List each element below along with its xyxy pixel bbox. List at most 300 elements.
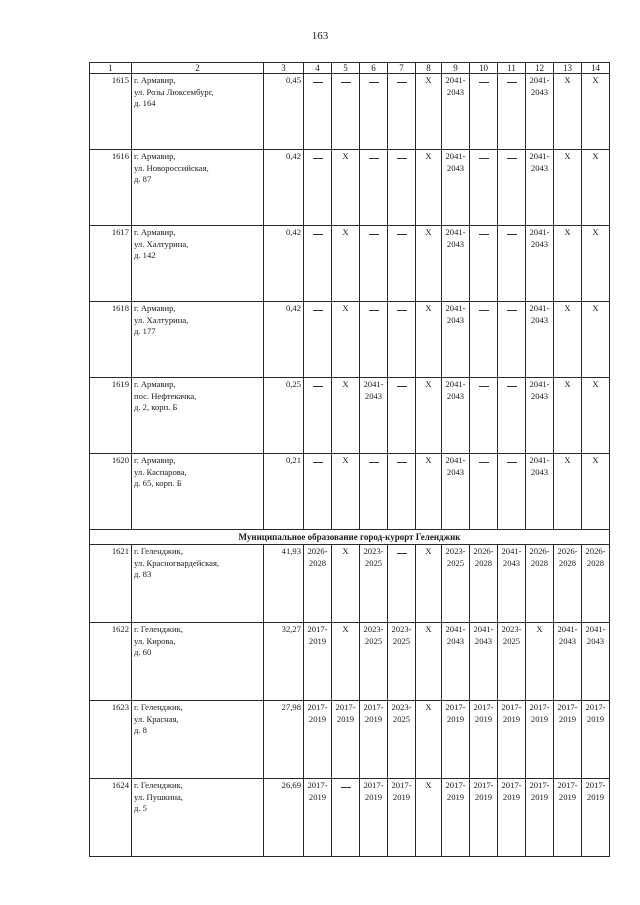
- period-part: 2017-: [473, 780, 494, 790]
- x-mark-cell: X: [554, 378, 582, 454]
- period-cell: [526, 545, 554, 623]
- period-part: 2017-: [363, 780, 384, 790]
- row-number: 1618: [90, 302, 132, 378]
- row-number: 1615: [90, 74, 132, 150]
- period-cell: [442, 701, 470, 779]
- table-row: [90, 779, 610, 857]
- empty-mark-cell: [304, 378, 332, 454]
- empty-mark-cell: [470, 226, 498, 302]
- empty-mark-cell: [304, 226, 332, 302]
- period-part: 2019: [530, 713, 549, 724]
- period-part: 2017-: [307, 702, 328, 712]
- dash-mark: [507, 158, 517, 159]
- empty-mark-cell: [498, 74, 526, 150]
- x-mark-cell: X: [332, 623, 360, 701]
- period-part: 2043: [446, 466, 465, 477]
- period-part: 2023-: [391, 702, 412, 712]
- address-line: ул. Пушкина,: [134, 791, 183, 802]
- period-part: 2019: [474, 791, 493, 802]
- area-value: 26,69: [264, 779, 304, 857]
- period-part: 2043: [446, 390, 465, 401]
- period-cell: [554, 545, 582, 623]
- address-line: г. Армавир,: [134, 75, 176, 85]
- period-part: 2017-: [445, 702, 466, 712]
- column-number: 10: [470, 63, 498, 74]
- address-cell: [132, 226, 264, 302]
- period-part: 2019: [502, 791, 521, 802]
- empty-mark-cell: [498, 150, 526, 226]
- period-part: 2043: [530, 162, 549, 173]
- period-cell: [498, 779, 526, 857]
- x-mark-cell: X: [416, 74, 442, 150]
- period-cell: [526, 74, 554, 150]
- period-part: 2041-: [529, 227, 550, 237]
- period-cell: [360, 779, 388, 857]
- period-part: 2041-: [529, 379, 550, 389]
- dash-mark: [479, 158, 489, 159]
- address-line: г. Геленджик,: [134, 702, 183, 712]
- table-row: [90, 701, 610, 779]
- period-part: 2041-: [445, 379, 466, 389]
- dash-mark: [397, 82, 407, 83]
- period-cell: [332, 701, 360, 779]
- area-value: 0,42: [264, 150, 304, 226]
- x-mark-cell: X: [416, 150, 442, 226]
- period-cell: [526, 226, 554, 302]
- period-cell: [470, 545, 498, 623]
- x-mark-cell: X: [582, 302, 610, 378]
- dash-mark: [313, 234, 323, 235]
- x-mark-cell: X: [554, 302, 582, 378]
- dash-mark: [397, 553, 407, 554]
- empty-mark-cell: [360, 302, 388, 378]
- period-part: 2041-: [445, 227, 466, 237]
- period-part: 2025: [392, 635, 411, 646]
- period-part: 2043: [446, 162, 465, 173]
- period-part: 2041-: [529, 455, 550, 465]
- column-number: 11: [498, 63, 526, 74]
- period-part: 2019: [308, 713, 327, 724]
- empty-mark-cell: [470, 378, 498, 454]
- period-cell: [442, 454, 470, 530]
- period-part: 2017-: [557, 702, 578, 712]
- period-cell: [470, 701, 498, 779]
- period-cell: [470, 623, 498, 701]
- area-value: 0,25: [264, 378, 304, 454]
- period-cell: [498, 623, 526, 701]
- period-cell: [582, 779, 610, 857]
- period-part: 2043: [530, 466, 549, 477]
- period-part: 2017-: [307, 624, 328, 634]
- period-cell: [388, 701, 416, 779]
- period-part: 2026-: [585, 546, 606, 556]
- period-part: 2041-: [585, 624, 606, 634]
- empty-mark-cell: [360, 226, 388, 302]
- period-part: 2025: [502, 635, 521, 646]
- period-cell: [526, 150, 554, 226]
- period-part: 2028: [586, 557, 605, 568]
- address-line: ул. Халтурина,: [134, 238, 189, 249]
- dash-mark: [313, 310, 323, 311]
- row-number: 1621: [90, 545, 132, 623]
- address-line: г. Геленджик,: [134, 780, 183, 790]
- table-row: [90, 623, 610, 701]
- column-number: 12: [526, 63, 554, 74]
- x-mark-cell: X: [416, 378, 442, 454]
- address-line: д. 164: [134, 98, 156, 109]
- empty-mark-cell: [498, 302, 526, 378]
- address-line: д. 87: [134, 174, 152, 185]
- empty-mark-cell: [470, 150, 498, 226]
- row-number: 1620: [90, 454, 132, 530]
- address-line: д. 8: [134, 725, 147, 736]
- empty-mark-cell: [498, 378, 526, 454]
- period-part: 2026-: [529, 546, 550, 556]
- period-part: 2041-: [445, 303, 466, 313]
- dash-mark: [313, 386, 323, 387]
- address-line: пос. Нефтекачка,: [134, 390, 197, 401]
- x-mark-cell: X: [554, 454, 582, 530]
- address-cell: [132, 701, 264, 779]
- period-part: 2019: [446, 713, 465, 724]
- x-mark-cell: X: [416, 226, 442, 302]
- area-value: 41,93: [264, 545, 304, 623]
- column-number: 2: [132, 63, 264, 74]
- period-part: 2043: [558, 635, 577, 646]
- x-mark-cell: X: [582, 226, 610, 302]
- dash-mark: [313, 462, 323, 463]
- dash-mark: [369, 310, 379, 311]
- period-cell: [442, 378, 470, 454]
- dash-mark: [397, 462, 407, 463]
- period-part: 2023-: [363, 546, 384, 556]
- dash-mark: [479, 82, 489, 83]
- period-part: 2019: [530, 791, 549, 802]
- period-cell: [360, 623, 388, 701]
- address-cell: [132, 454, 264, 530]
- period-part: 2043: [586, 635, 605, 646]
- period-part: 2043: [446, 238, 465, 249]
- address-line: д. 2, корп. Б: [134, 402, 178, 413]
- area-value: 0,42: [264, 302, 304, 378]
- period-part: 2019: [446, 791, 465, 802]
- table-row: [90, 226, 610, 302]
- period-cell: [582, 623, 610, 701]
- table-row: [90, 74, 610, 150]
- address-line: д. 142: [134, 250, 156, 261]
- x-mark-cell: X: [332, 454, 360, 530]
- period-part: 2041-: [529, 303, 550, 313]
- column-number: 3: [264, 63, 304, 74]
- empty-mark-cell: [388, 74, 416, 150]
- dash-mark: [507, 386, 517, 387]
- x-mark-cell: X: [332, 545, 360, 623]
- period-part: 2023-: [391, 624, 412, 634]
- empty-mark-cell: [360, 74, 388, 150]
- period-part: 2025: [364, 635, 383, 646]
- dash-mark: [479, 462, 489, 463]
- empty-mark-cell: [332, 74, 360, 150]
- period-cell: [526, 701, 554, 779]
- address-cell: [132, 74, 264, 150]
- table-row: [90, 454, 610, 530]
- empty-mark-cell: [304, 302, 332, 378]
- dash-mark: [397, 234, 407, 235]
- period-part: 2019: [586, 713, 605, 724]
- period-part: 2025: [446, 557, 465, 568]
- period-part: 2043: [364, 390, 383, 401]
- register-table: [89, 62, 610, 857]
- period-part: 2019: [308, 635, 327, 646]
- period-part: 2017-: [363, 702, 384, 712]
- period-part: 2023-: [445, 546, 466, 556]
- x-mark-cell: X: [332, 302, 360, 378]
- area-value: 0,45: [264, 74, 304, 150]
- period-part: 2028: [308, 557, 327, 568]
- period-part: 2041-: [445, 455, 466, 465]
- period-cell: [582, 545, 610, 623]
- row-number: 1623: [90, 701, 132, 779]
- period-part: 2023-: [363, 624, 384, 634]
- x-mark-cell: X: [582, 150, 610, 226]
- empty-mark-cell: [388, 378, 416, 454]
- column-number: 6: [360, 63, 388, 74]
- area-value: 32,27: [264, 623, 304, 701]
- address-line: д. 65, корп. Б: [134, 478, 182, 489]
- empty-mark-cell: [470, 454, 498, 530]
- column-number: 7: [388, 63, 416, 74]
- x-mark-cell: X: [554, 150, 582, 226]
- dash-mark: [369, 462, 379, 463]
- period-cell: [304, 623, 332, 701]
- period-part: 2028: [530, 557, 549, 568]
- dash-mark: [479, 234, 489, 235]
- row-number: 1624: [90, 779, 132, 857]
- empty-mark-cell: [360, 150, 388, 226]
- column-number: 14: [582, 63, 610, 74]
- dash-mark: [369, 158, 379, 159]
- dash-mark: [397, 310, 407, 311]
- column-number: 5: [332, 63, 360, 74]
- period-part: 2019: [392, 791, 411, 802]
- empty-mark-cell: [470, 302, 498, 378]
- dash-mark: [397, 386, 407, 387]
- empty-mark-cell: [388, 545, 416, 623]
- period-cell: [360, 545, 388, 623]
- address-line: ул. Красная,: [134, 713, 179, 724]
- column-number: 13: [554, 63, 582, 74]
- period-part: 2041-: [445, 624, 466, 634]
- column-number: 4: [304, 63, 332, 74]
- x-mark-cell: X: [332, 226, 360, 302]
- dash-mark: [313, 158, 323, 159]
- address-cell: [132, 150, 264, 226]
- x-mark-cell: X: [332, 378, 360, 454]
- empty-mark-cell: [498, 226, 526, 302]
- period-cell: [498, 545, 526, 623]
- period-part: 2041-: [445, 75, 466, 85]
- empty-mark-cell: [360, 454, 388, 530]
- column-number: 9: [442, 63, 470, 74]
- area-value: 27,98: [264, 701, 304, 779]
- period-cell: [526, 454, 554, 530]
- area-value: 0,21: [264, 454, 304, 530]
- period-part: 2023-: [501, 624, 522, 634]
- dash-mark: [341, 82, 351, 83]
- period-cell: [582, 701, 610, 779]
- empty-mark-cell: [304, 150, 332, 226]
- period-part: 2019: [502, 713, 521, 724]
- row-number: 1622: [90, 623, 132, 701]
- period-cell: [442, 545, 470, 623]
- period-cell: [526, 779, 554, 857]
- period-part: 2043: [530, 390, 549, 401]
- period-part: 2041-: [529, 151, 550, 161]
- address-cell: [132, 779, 264, 857]
- period-part: 2017-: [501, 702, 522, 712]
- period-cell: [304, 779, 332, 857]
- x-mark-cell: X: [416, 302, 442, 378]
- dash-mark: [313, 82, 323, 83]
- period-part: 2019: [558, 713, 577, 724]
- x-mark-cell: X: [416, 701, 442, 779]
- column-number-row: [90, 63, 610, 74]
- address-line: ул. Каспарова,: [134, 466, 187, 477]
- address-line: ул. Новороссийская,: [134, 162, 209, 173]
- dash-mark: [397, 158, 407, 159]
- period-part: 2019: [364, 713, 383, 724]
- x-mark-cell: X: [582, 74, 610, 150]
- empty-mark-cell: [388, 454, 416, 530]
- empty-mark-cell: [498, 454, 526, 530]
- area-value: 0,42: [264, 226, 304, 302]
- address-line: г. Армавир,: [134, 455, 176, 465]
- period-part: 2041-: [363, 379, 384, 389]
- x-mark-cell: X: [582, 454, 610, 530]
- table-row: [90, 378, 610, 454]
- period-part: 2019: [308, 791, 327, 802]
- page-number: 163: [311, 30, 329, 42]
- table-row: [90, 150, 610, 226]
- address-line: д. 60: [134, 647, 152, 658]
- empty-mark-cell: [304, 454, 332, 530]
- address-cell: [132, 623, 264, 701]
- row-number: 1617: [90, 226, 132, 302]
- period-cell: [388, 779, 416, 857]
- period-cell: [498, 701, 526, 779]
- period-part: 2017-: [307, 780, 328, 790]
- period-part: 2017-: [335, 702, 356, 712]
- period-part: 2025: [364, 557, 383, 568]
- period-part: 2017-: [473, 702, 494, 712]
- period-cell: [304, 701, 332, 779]
- period-part: 2041-: [529, 75, 550, 85]
- period-part: 2019: [558, 791, 577, 802]
- address-line: ул. Розы Люксембург,: [134, 86, 214, 97]
- period-part: 2041-: [501, 546, 522, 556]
- period-part: 2019: [474, 713, 493, 724]
- period-part: 2043: [446, 635, 465, 646]
- period-cell: [360, 701, 388, 779]
- x-mark-cell: X: [416, 779, 442, 857]
- section-title: Муниципальное образование город-курорт Геленджик: [90, 530, 610, 545]
- period-part: 2017-: [529, 702, 550, 712]
- period-cell: [442, 623, 470, 701]
- dash-mark: [369, 234, 379, 235]
- period-cell: [388, 623, 416, 701]
- period-part: 2017-: [585, 702, 606, 712]
- period-part: 2019: [336, 713, 355, 724]
- period-part: 2026-: [307, 546, 328, 556]
- period-cell: [442, 150, 470, 226]
- period-cell: [442, 226, 470, 302]
- period-cell: [554, 779, 582, 857]
- period-part: 2028: [474, 557, 493, 568]
- period-part: 2025: [392, 713, 411, 724]
- period-part: 2026-: [557, 546, 578, 556]
- address-cell: [132, 545, 264, 623]
- dash-mark: [507, 234, 517, 235]
- period-part: 2026-: [473, 546, 494, 556]
- period-part: 2017-: [529, 780, 550, 790]
- period-part: 2017-: [391, 780, 412, 790]
- register-table-body: [90, 63, 610, 857]
- empty-mark-cell: [388, 302, 416, 378]
- x-mark-cell: X: [416, 545, 442, 623]
- period-part: 2028: [558, 557, 577, 568]
- table-row: [90, 302, 610, 378]
- empty-mark-cell: [470, 74, 498, 150]
- period-part: 2019: [364, 791, 383, 802]
- period-cell: [304, 545, 332, 623]
- section-row: [90, 530, 610, 545]
- period-part: 2017-: [501, 780, 522, 790]
- table-row: [90, 545, 610, 623]
- period-part: 2017-: [557, 780, 578, 790]
- period-part: 2041-: [557, 624, 578, 634]
- dash-mark: [507, 310, 517, 311]
- period-part: 2043: [502, 557, 521, 568]
- period-cell: [360, 378, 388, 454]
- row-number: 1619: [90, 378, 132, 454]
- period-part: 2041-: [445, 151, 466, 161]
- period-part: 2017-: [585, 780, 606, 790]
- address-line: г. Армавир,: [134, 303, 176, 313]
- x-mark-cell: X: [416, 623, 442, 701]
- row-number: 1616: [90, 150, 132, 226]
- address-line: д. 83: [134, 569, 152, 580]
- x-mark-cell: X: [582, 378, 610, 454]
- x-mark-cell: X: [554, 74, 582, 150]
- empty-mark-cell: [332, 779, 360, 857]
- empty-mark-cell: [304, 74, 332, 150]
- dash-mark: [369, 82, 379, 83]
- dash-mark: [341, 787, 351, 788]
- dash-mark: [479, 386, 489, 387]
- period-cell: [470, 779, 498, 857]
- x-mark-cell: X: [416, 454, 442, 530]
- period-cell: [442, 74, 470, 150]
- period-part: 2017-: [445, 780, 466, 790]
- address-cell: [132, 302, 264, 378]
- period-cell: [442, 302, 470, 378]
- x-mark-cell: X: [554, 226, 582, 302]
- column-number: 1: [90, 63, 132, 74]
- period-cell: [526, 302, 554, 378]
- address-cell: [132, 378, 264, 454]
- x-mark-cell: X: [526, 623, 554, 701]
- address-line: г. Армавир,: [134, 227, 176, 237]
